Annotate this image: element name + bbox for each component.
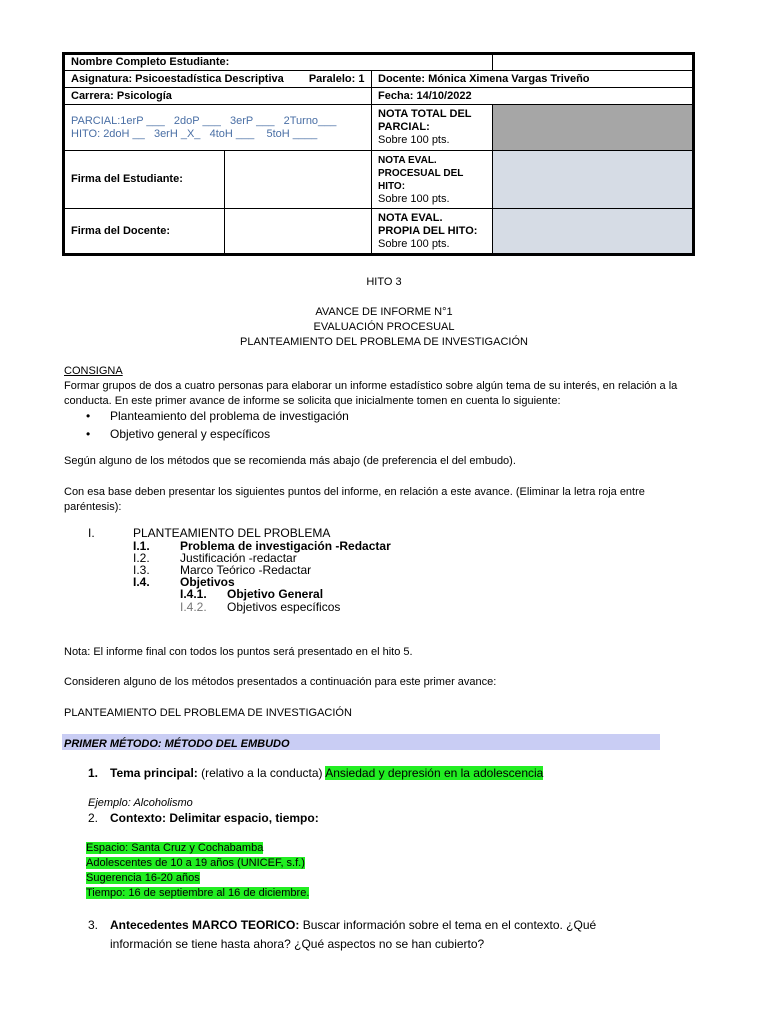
puntos-paragraph: Con esa base deben presentar los siguientes puntos del informe, en relación a este avance. (Eliminar la letra roja entre paréntesis):: [64, 486, 645, 513]
nota-total-cell: [372, 105, 493, 151]
toc-text: Justificación -redactar: [180, 551, 297, 565]
bullet-icon: •: [86, 409, 91, 423]
ctx-line: [86, 856, 305, 871]
nota-total-label-2: PARCIAL:: [378, 121, 430, 133]
hito-line: HITO: 2doH __ 3erH _X_ 4toH ___ 5toH ____: [71, 127, 318, 140]
section-title: PLANTEAMIENTO DEL PROBLEMA DE INVESTIGACIÓN: [64, 707, 352, 719]
bullet-text: Planteamiento del problema de investigación: [110, 409, 349, 423]
sobre-total: Sobre 100 pts.: [378, 134, 450, 146]
tema-rel: (relativo a la conducta): [197, 766, 326, 780]
nota-proc-3: HITO:: [378, 180, 406, 192]
planteamiento-title: PLANTEAMIENTO DEL PROBLEMA DE INVESTIGACIÓN: [240, 336, 528, 348]
ctx-text: Tiempo: 16 de septiembre al 16 de diciembre.: [86, 887, 310, 899]
ctx-line: [86, 886, 309, 901]
toc-text: PLANTEAMIENTO DEL PROBLEMA: [133, 526, 331, 540]
consigna-paragraph: Formar grupos de dos a cuatro personas para elaborar un informe estadístico sobre algún tema de su interés, en relación a la conducta. En este primer avance de informe se solicita que inicialmente tomen en cuenta lo siguiente:: [64, 380, 678, 407]
hito-title: HITO 3: [366, 276, 402, 288]
bullet-icon: •: [86, 427, 91, 441]
evaluacion-title: EVALUACIÓN PROCESUAL: [313, 321, 455, 333]
bullet-item: [86, 409, 349, 423]
tema-label: Tema principal:: [110, 766, 198, 780]
ctx-line: [86, 841, 263, 856]
nota-procesual-cell: [372, 151, 493, 209]
nota-procesual-value[interactable]: [493, 151, 694, 209]
toc-num: I.: [88, 526, 95, 540]
nota-hito-2: PROPIA DEL HITO:: [378, 224, 478, 237]
metodo-note: Según alguno de los métodos que se recomienda más abajo (de preferencia el del embudo).: [64, 455, 516, 467]
nota-hito-1: NOTA EVAL.: [378, 211, 443, 224]
item-num: 1.: [88, 766, 99, 780]
consigna-heading: CONSIGNA: [64, 365, 123, 377]
teacher-cell: Docente: Mónica Ximena Vargas Triveño: [372, 71, 694, 88]
header-table: [62, 52, 695, 256]
parcial-line: PARCIAL:1erP ___ 2doP ___ 3erP ___ 2Turno___: [71, 114, 337, 127]
toc-text: Objetivo General: [227, 587, 324, 601]
student-name-cell: Nombre Completo Estudiante:: [64, 54, 493, 71]
item-num: 2.: [88, 811, 99, 825]
career-cell: Carrera: Psicología: [64, 88, 372, 105]
firma-estudiante-box[interactable]: [224, 151, 371, 209]
item-2: [88, 811, 319, 825]
subject-label: Asignatura: Psicoestadística Descriptiva: [71, 72, 284, 85]
antecedentes-text-2: información se tiene hasta ahora? ¿Qué aspectos no se han cubierto?: [110, 937, 485, 951]
subject-cell: [64, 71, 372, 88]
ctx-text: Adolescentes de 10 a 19 años (UNICEF, s.f.): [86, 857, 305, 869]
nota-final: Nota: El informe final con todos los puntos será presentado en el hito 5.: [64, 646, 413, 658]
toc-text: Objetivos: [180, 575, 235, 589]
ctx-line: [86, 871, 200, 886]
bullet-item: [86, 427, 271, 441]
firma-docente-box[interactable]: [224, 209, 371, 255]
item-3: [88, 916, 688, 954]
metodo-band: [62, 734, 660, 750]
firma-estudiante-label: Firma del Estudiante:: [64, 151, 225, 209]
toc-num: I.4.1.: [180, 587, 207, 601]
item-1: [88, 766, 543, 780]
toc-num: I.2.: [133, 551, 150, 565]
date-cell: Fecha: 14/10/2022: [372, 88, 694, 105]
nota-proc-2: PROCESUAL DEL: [378, 167, 464, 179]
toc-num: I.4.: [133, 575, 150, 589]
item-num: 3.: [88, 918, 99, 932]
nota-hito-value[interactable]: [493, 209, 694, 255]
ctx-text: Sugerencia 16-20 años: [86, 872, 200, 884]
paralelo-label: Paralelo: 1: [308, 72, 365, 85]
parcial-hito-cell: [64, 105, 372, 151]
toc-text: Problema de investigación -Redactar: [180, 539, 391, 553]
contexto-label: Contexto: Delimitar espacio, tiempo:: [110, 811, 319, 825]
toc-text: Marco Teórico -Redactar: [180, 563, 312, 577]
metodo-title: PRIMER MÉTODO: MÉTODO DEL EMBUDO: [64, 738, 290, 750]
consideren-text: Consideren alguno de los métodos presentados a continuación para este primer avance:: [64, 676, 497, 688]
tema-value: Ansiedad y depresión en la adolescencia: [325, 766, 544, 780]
toc-num: I.1.: [133, 539, 150, 553]
sobre-hito: Sobre 100 pts.: [378, 237, 450, 250]
antecedentes-label: Antecedentes MARCO TEORICO:: [110, 918, 300, 932]
nota-total-label-1: NOTA TOTAL DEL: [378, 108, 472, 120]
sobre-procesual: Sobre 100 pts.: [378, 192, 450, 205]
avance-title: AVANCE DE INFORME N°1: [315, 306, 453, 318]
toc-i42: [180, 601, 340, 614]
toc-text: Objetivos específicos: [227, 600, 341, 614]
nota-hito-cell: [372, 209, 493, 255]
nota-proc-1: NOTA EVAL.: [378, 154, 437, 166]
bullet-text: Objetivo general y específicos: [110, 427, 271, 441]
toc-num: I.3.: [133, 563, 150, 577]
ctx-text: Espacio: Santa Cruz y Cochabamba: [86, 842, 264, 854]
firma-docente-label: Firma del Docente:: [64, 209, 225, 255]
ejemplo-text: Ejemplo: Alcoholismo: [88, 797, 193, 809]
antecedentes-text: Buscar información sobre el tema en el contexto. ¿Qué: [299, 918, 597, 932]
nota-total-value[interactable]: [493, 105, 694, 151]
toc-num: I.4.2.: [180, 600, 207, 614]
